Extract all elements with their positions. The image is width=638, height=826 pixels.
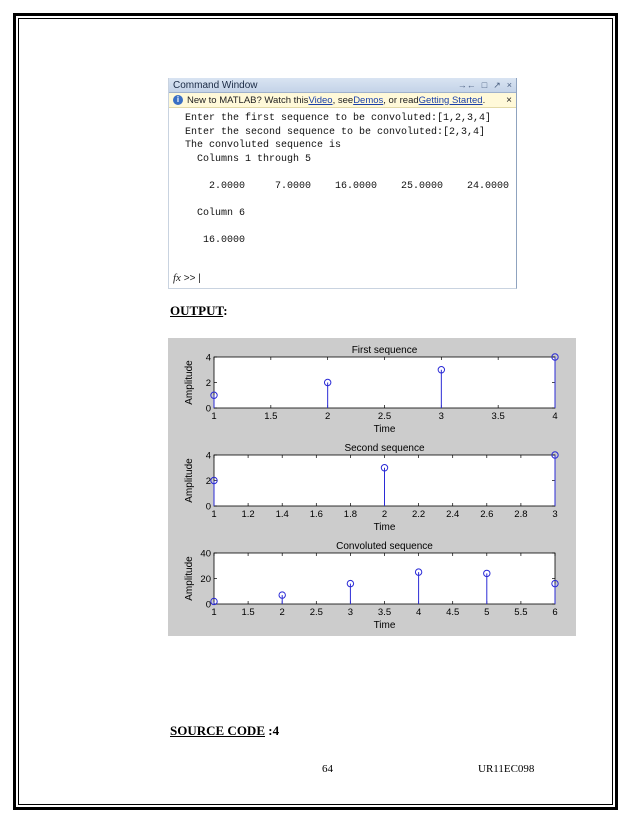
x-tick-label: 3 bbox=[347, 607, 354, 618]
plot-title: First sequence bbox=[351, 345, 418, 356]
x-tick-label: 5 bbox=[484, 607, 490, 618]
source-heading-text: SOURCE CODE bbox=[170, 723, 265, 738]
command-prompt[interactable] bbox=[173, 272, 201, 284]
x-tick-label: 1.4 bbox=[275, 509, 289, 520]
plot-title: Convoluted sequence bbox=[336, 541, 433, 552]
x-tick-label: 2 bbox=[381, 509, 388, 520]
popout-icon[interactable]: ↗ bbox=[493, 79, 501, 90]
matlab-command-window bbox=[168, 78, 517, 289]
y-tick-label: 40 bbox=[200, 548, 211, 560]
x-tick-label: 1.5 bbox=[241, 607, 255, 618]
x-tick-label: 2.2 bbox=[411, 509, 426, 520]
command-line: Enter the first sequence to be convoluted:[1,2,3,4] bbox=[185, 113, 492, 124]
x-tick-label: 4 bbox=[552, 411, 558, 422]
y-axis-label: Amplitude bbox=[184, 556, 195, 601]
maximize-icon[interactable]: □ bbox=[481, 79, 488, 90]
info-sep: , or read bbox=[383, 94, 419, 106]
y-tick-label: 0 bbox=[205, 501, 211, 513]
y-tick-label: 0 bbox=[205, 599, 211, 611]
x-tick-label: 2.6 bbox=[480, 509, 494, 520]
command-line: 2.0000 7.0000 16.0000 25.0000 24.0000 bbox=[185, 180, 510, 192]
command-line: 16.0000 bbox=[185, 234, 246, 246]
close-icon[interactable]: × bbox=[506, 79, 512, 90]
x-tick-label: 3 bbox=[552, 509, 558, 520]
plot-axes bbox=[214, 553, 555, 604]
command-line bbox=[185, 166, 516, 180]
y-axis-label: Amplitude bbox=[184, 458, 195, 503]
x-axis-label: Time bbox=[373, 620, 396, 631]
output-heading-colon: : bbox=[223, 303, 228, 318]
output-heading-text: OUTPUT bbox=[170, 303, 224, 318]
y-tick-label: 4 bbox=[205, 450, 211, 462]
roll-number: UR11EC098 bbox=[478, 763, 535, 775]
x-tick-label: 2.5 bbox=[309, 607, 323, 618]
command-line: Columns 1 through 5 bbox=[185, 153, 312, 165]
x-tick-label: 2 bbox=[325, 411, 331, 422]
y-tick-label: 2 bbox=[205, 476, 211, 487]
x-axis-label: Time bbox=[373, 522, 396, 533]
x-tick-label: 5.5 bbox=[514, 607, 528, 618]
x-tick-label: 6 bbox=[552, 607, 558, 618]
info-icon: i bbox=[173, 95, 183, 105]
command-output[interactable] bbox=[169, 108, 516, 261]
x-tick-label: 2.4 bbox=[446, 509, 460, 520]
info-suffix: . bbox=[482, 94, 486, 106]
info-text: New to MATLAB? Watch this bbox=[187, 94, 309, 106]
video-link[interactable]: Video bbox=[308, 94, 333, 106]
info-bar bbox=[169, 93, 516, 108]
x-tick-label: 1 bbox=[211, 411, 217, 422]
y-tick-label: 4 bbox=[205, 352, 211, 364]
prompt-text[interactable]: >> | bbox=[183, 273, 201, 284]
matlab-figure bbox=[168, 338, 576, 636]
getting-started-link[interactable]: Getting Started bbox=[418, 94, 483, 106]
y-tick-label: 20 bbox=[200, 574, 211, 585]
x-tick-label: 2.8 bbox=[514, 509, 528, 520]
command-line bbox=[185, 220, 516, 234]
command-line bbox=[185, 193, 516, 207]
undock-icon[interactable]: →← bbox=[457, 79, 476, 90]
x-tick-label: 3 bbox=[438, 411, 444, 422]
demos-link[interactable]: Demos bbox=[353, 94, 384, 106]
x-tick-label: 2.5 bbox=[377, 411, 392, 422]
command-line: Enter the second sequence to be convoluted:[2,3,4] bbox=[185, 126, 486, 138]
page-number: 64 bbox=[322, 763, 333, 775]
y-tick-label: 0 bbox=[205, 403, 211, 415]
output-heading bbox=[170, 303, 228, 319]
command-window-titlebar bbox=[169, 78, 516, 93]
x-tick-label: 1 bbox=[211, 509, 217, 520]
plot-axes bbox=[214, 357, 555, 408]
x-tick-label: 1.5 bbox=[264, 411, 278, 422]
x-tick-label: 1 bbox=[211, 607, 217, 618]
plot-title: Second sequence bbox=[344, 443, 425, 454]
command-line bbox=[185, 247, 516, 261]
command-line: The convoluted sequence is bbox=[185, 140, 342, 151]
x-tick-label: 3.5 bbox=[491, 411, 505, 422]
info-sep: , see bbox=[332, 94, 354, 106]
command-window-title: Command Window bbox=[173, 79, 258, 91]
x-tick-label: 1.8 bbox=[343, 509, 358, 520]
y-tick-label: 2 bbox=[205, 378, 211, 389]
x-tick-label: 1.6 bbox=[309, 509, 323, 520]
source-heading-suffix: :4 bbox=[265, 723, 280, 738]
x-axis-label: Time bbox=[373, 424, 396, 435]
command-line: Column 6 bbox=[185, 207, 246, 219]
info-close-icon[interactable]: × bbox=[506, 94, 512, 106]
x-tick-label: 2 bbox=[279, 607, 285, 618]
stem-plots bbox=[168, 338, 576, 636]
x-tick-label: 1.2 bbox=[241, 509, 255, 520]
y-axis-label: Amplitude bbox=[184, 360, 195, 405]
x-tick-label: 4 bbox=[415, 607, 422, 618]
x-tick-label: 4.5 bbox=[446, 607, 460, 618]
fx-icon[interactable]: fx bbox=[173, 272, 181, 284]
source-code-heading bbox=[170, 723, 279, 739]
x-tick-label: 3.5 bbox=[377, 607, 392, 618]
